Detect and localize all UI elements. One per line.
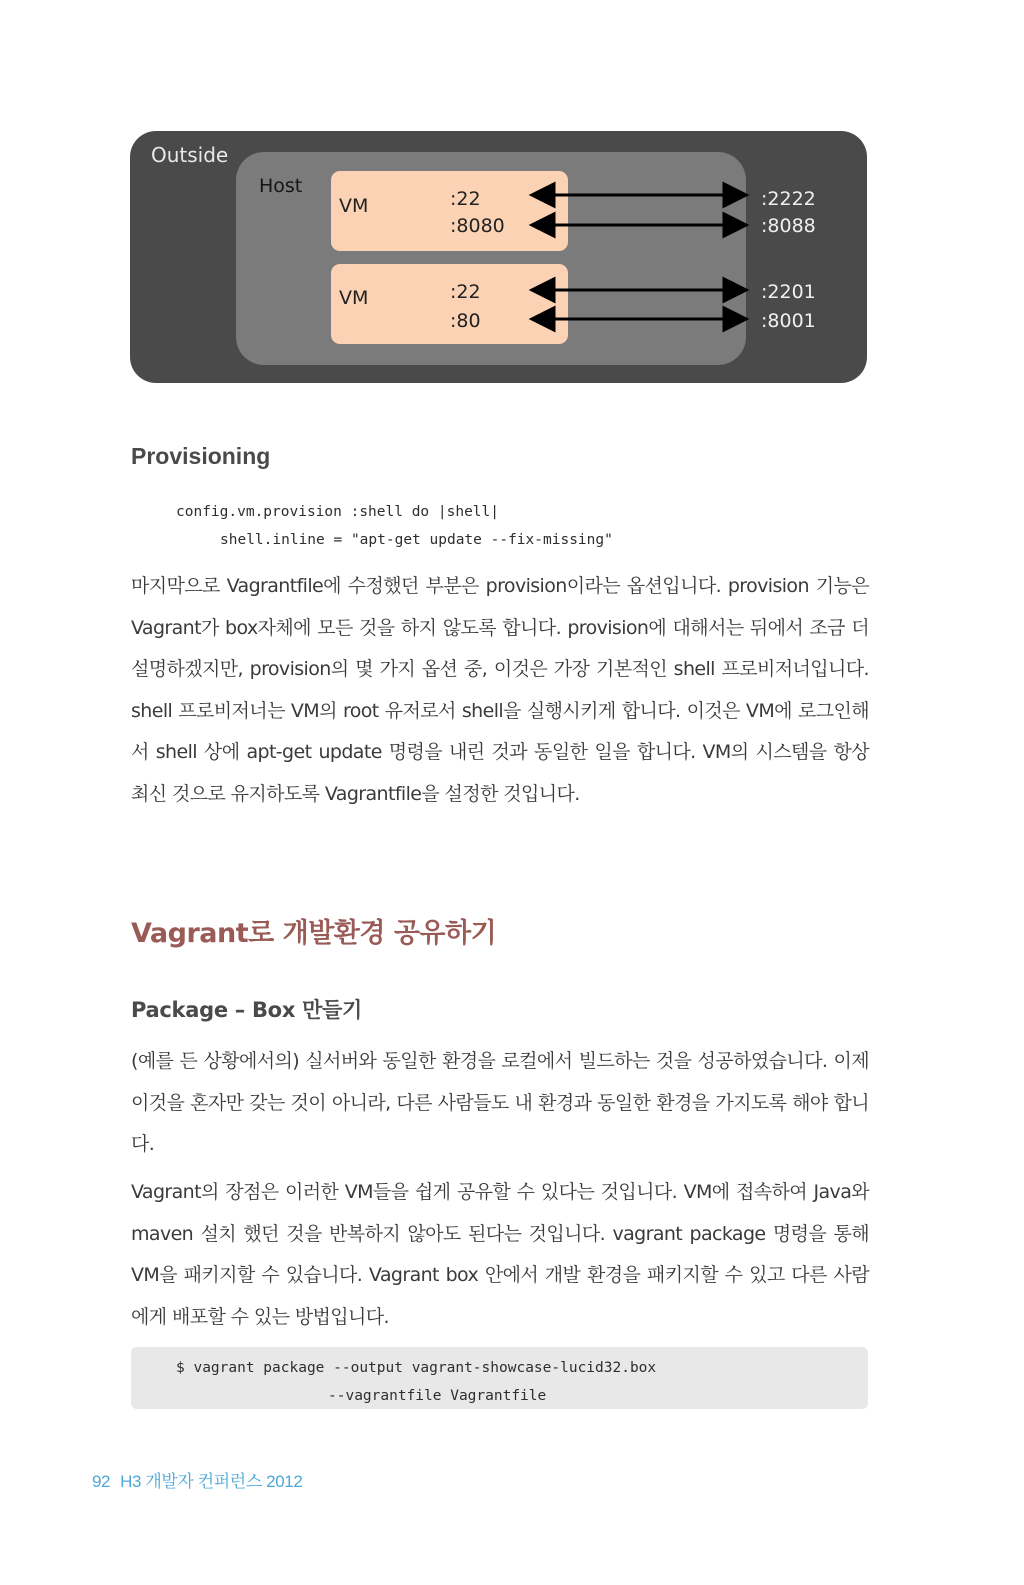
page-number: 92 — [92, 1472, 111, 1491]
outside-label: Outside — [151, 143, 229, 167]
host-port-2b: :8001 — [761, 310, 816, 332]
vm-label-1: VM — [339, 195, 369, 217]
section-heading: Vagrant로 개발환경 공유하기 — [131, 918, 497, 949]
provision-code-block — [176, 498, 613, 554]
vm-port-2b: :80 — [450, 310, 481, 332]
footer-title: H3 개발자 컨퍼런스 2012 — [120, 1472, 303, 1491]
provisioning-heading: Provisioning — [131, 443, 271, 469]
package-paragraph-2: Vagrant의 장점은 이러한 VM들을 쉽게 공유할 수 있다는 것입니다. VM에 접속하여 Java와 maven 설치 했던 것을 반복하지 않아도 된다는 것입니다. vagrant package 명령을 통해 VM을 패키지할 수 있습니다. Vagrant box 안에서 개발 환경을 패키지할 수 있고 다른 사람에게 배포할 수 있는 방법입니다. — [131, 1181, 869, 1328]
host-port-1a: :2222 — [761, 188, 816, 210]
host-label: Host — [259, 175, 303, 197]
provisioning-paragraph: 마지막으로 Vagrantfile에 수정했던 부분은 provision이라는 옵션입니다. provision 기능은 Vagrant가 box자체에 모든 것을 하지 않도록 합니다. provision에 대해서는 뒤에서 조금 더 설명하겠지만, provision의 몇 가지 옵션 중, 이것은 가장 기본적인 shell 프로비저너입니다. shell 프로비저너는 VM의 root 유저로서 shell을 실행시키게 합니다. 이것은 VM에 로그인해서 shell 상에 apt-get update 명령을 내린 것과 동일한 일을 합니다. VM의 시스템을 항상 최신 것으로 유지하도록 Vagrantfile을 설정한 것입니다. — [131, 575, 869, 805]
code-line: config.vm.provision :shell do |shell| — [176, 504, 500, 520]
host-port-1b: :8088 — [761, 215, 816, 237]
vm-port-2a: :22 — [450, 281, 481, 303]
vm-port-1a: :22 — [450, 188, 481, 210]
code-line: shell.inline = "apt-get update --fix-missing" — [220, 532, 613, 548]
code-line: --vagrantfile Vagrantfile — [328, 1388, 547, 1404]
package-paragraph-1: (예를 든 상황에서의) 실서버와 동일한 환경을 로컬에서 빌드하는 것을 성공하였습니다. 이제 이것을 혼자만 갖는 것이 아니라, 다른 사람들도 내 환경과 동일한 환경을 가지도록 해야 합니다. — [131, 1050, 869, 1155]
code-line: $ vagrant package --output vagrant-showcase-lucid32.box — [176, 1360, 657, 1376]
vm-port-1b: :8080 — [450, 215, 505, 237]
host-port-2a: :2201 — [761, 281, 816, 303]
page-footer — [92, 1467, 302, 1492]
package-code-block — [131, 1347, 868, 1409]
package-subheading: Package – Box 만들기 — [131, 998, 363, 1022]
port-forwarding-diagram — [130, 131, 867, 383]
vm-label-2: VM — [339, 287, 369, 309]
